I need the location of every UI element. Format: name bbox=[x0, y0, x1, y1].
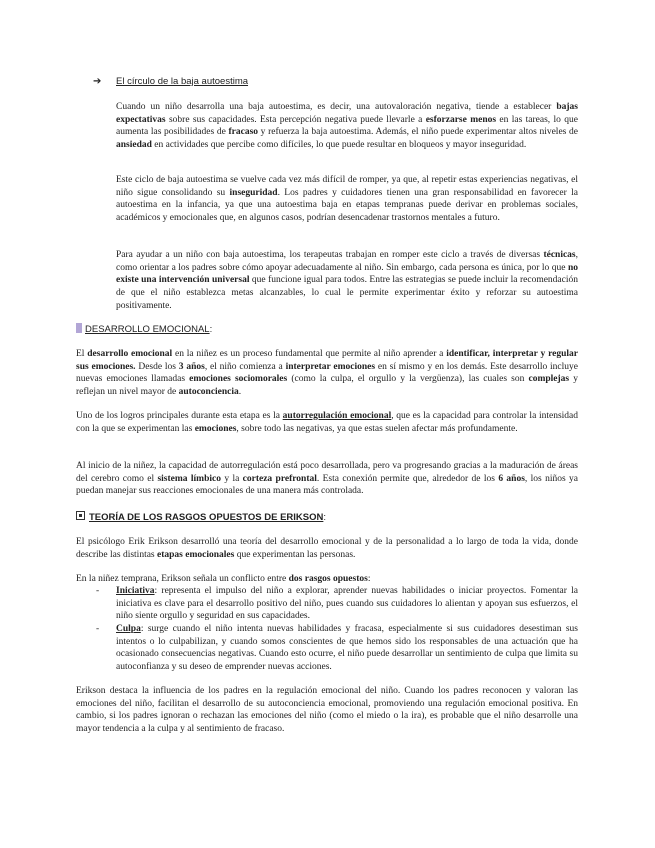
paragraph-desarrollo-1: El desarrollo emocional en la niñez es un proceso fundamental que permite al niño aprender a identificar, interpretar y regular sus emociones. Desde los 3 años, el niño comienza a interpretar emociones en sí mismo y en los demás. Este desarrollo incluye nuevas emociones llamadas emociones sociomorales (como la culpa, el orgullo y la vergüenza), las cuales son complejas y reflejan un nivel mayor de autoconciencia. bbox=[76, 349, 579, 398]
paragraph-circulo-1: Cuando un niño desarrolla una baja autoestima, es decir, una autovaloración negativa, tiende a establecer bajas expectativas sobre sus capacidades. Esta percepción negativa puede llevarle a esforzarse menos en las tareas, lo que aumenta las posibilidades de fracaso y refuerza la baja autoestima. Además, el niño puede experimentar altos niveles de ansiedad en actividades que percibe como difíciles, lo que puede resultar en bloqueos y mayor inseguridad. bbox=[116, 102, 578, 151]
list-item-iniciativa: Iniciativa: representa el impulso del niño a explorar, aprender nuevas habilidades o iniciar proyectos. Fomentar la iniciativa es clave para el desarrollo positivo del niño, pues cuando sus cuidadores lo alientan y apoyan sus esfuerzos, el niño siente orgullo y seguridad en sus capacidades. bbox=[116, 586, 578, 622]
paragraph-desarrollo-2: Uno de los logros principales durante esta etapa es la autorregulación emocional, que es la capacidad para controlar la intensidad con la que se experimentan las emociones, sobre todo las negativas, ya que estas suelen afectar más profundamente. bbox=[76, 411, 579, 434]
section-heading-erikson: TEORÍA DE LOS RASGOS OPUESTOS DE ERIKSON: bbox=[76, 511, 326, 525]
heading-text: El círculo de la baja autoestima bbox=[116, 76, 249, 87]
heading-text: TEORÍA DE LOS RASGOS OPUESTOS DE ERIKSON bbox=[89, 512, 324, 523]
list-dash: - bbox=[96, 624, 100, 634]
heading-text: DESARROLLO EMOCIONAL bbox=[85, 324, 210, 335]
section-heading-desarrollo-emocional: DESARROLLO EMOCIONAL: bbox=[76, 323, 212, 337]
paragraph-desarrollo-3: Al inicio de la niñez, la capacidad de autorregulación está poco desarrollada, pero va progresando gracias a la maduración de áreas del cerebro como el sistema límbico y la corteza prefrontal. Esta conexión permite que, alrededor de los 6 años, los niños ya puedan manejar sus reacciones emocionales de una manera más controlada. bbox=[76, 461, 578, 497]
arrow-bullet-icon: ➔ bbox=[93, 76, 102, 87]
paragraph-erikson-1: El psicólogo Erik Erikson desarrolló una teoría del desarrollo emocional y de la personalidad a lo largo de toda la vida, donde describe las distintas etapas emocionales que experimentan las personas. bbox=[76, 537, 578, 560]
list-item-culpa: Culpa: surge cuando el niño intenta nuevas habilidades y fracasa, especialmente si sus cuidadores desestiman sus intentos o lo culpabilizan, y cuando somos conscientes de que hemos sido los responsables de una actuación que ha ocasionado consecuencias negativas. Cuando esto ocurre, el niño puede desarrollar un sentimiento de culpa que limita su autoconfianza y su deseo de emprender nuevas acciones. bbox=[116, 624, 578, 673]
list-dash: - bbox=[96, 586, 100, 596]
paragraph-circulo-3: Para ayudar a un niño con baja autoestima, los terapeutas trabajan en romper este ciclo a través de diversas técnicas, como orientar a los padres sobre cómo apoyar adecuadamente al niño. Sin embargo, cada persona es única, por lo que no existe una intervención universal que funcione igual para todos. Entre las estrategias se puede incluir la recomendación de que el niño establezca metas alcanzables, lo cual le permite experimentar éxito y reforzar su autoestima positivamente. bbox=[116, 250, 578, 311]
heading-box-icon bbox=[76, 511, 85, 520]
paragraph-erikson-2: En la niñez temprana, Erikson señala un conflicto entre dos rasgos opuestos: bbox=[76, 574, 371, 584]
paragraph-circulo-2: Este ciclo de baja autoestima se vuelve cada vez más difícil de romper, ya que, al repetir estas experiencias negativas, el niño sigue consolidando su inseguridad. Los padres y cuidadores tienen una gran responsabilidad en favorecer la autoestima en la infancia, ya que una autoestima baja en etapas tempranas puede derivar en problemas sociales, académicos y emocionales que, en algunos casos, podrían desencadenar trastornos mentales a futuro. bbox=[116, 175, 578, 224]
heading-marker-icon bbox=[76, 323, 82, 333]
section-heading-circulo bbox=[116, 76, 248, 89]
paragraph-erikson-3: Erikson destaca la influencia de los padres en la regulación emocional del niño. Cuando los padres reconocen y valoran las emociones del niño, facilitan el desarrollo de su autoconciencia emocional, promoviendo una regulación emocional positiva. En cambio, si los padres ignoran o rechazan las emociones del niño (como el miedo o la ira), es probable que el niño desarrolle una mayor tendencia a la culpa y al sentimiento de fracaso. bbox=[76, 686, 578, 735]
